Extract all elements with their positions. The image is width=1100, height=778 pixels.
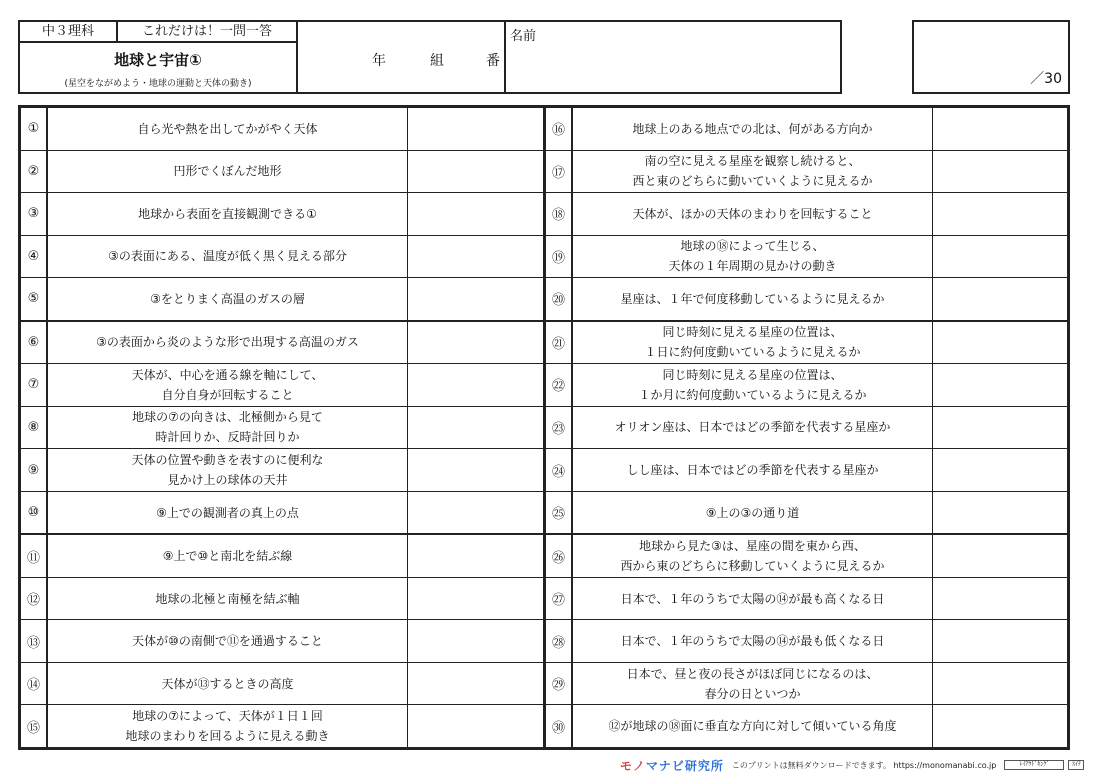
question-number: ⑦ [21, 364, 48, 406]
answer-cell[interactable] [408, 278, 543, 320]
answer-cell[interactable] [933, 620, 1067, 662]
title-block [18, 20, 298, 94]
question-text: 地球の⑦の向きは、北極側から見て 時計回りか、反時計回りか [48, 407, 408, 449]
answer-cell[interactable] [933, 492, 1067, 534]
question-row [21, 578, 543, 621]
question-row [21, 151, 543, 194]
question-column-left [21, 108, 546, 747]
question-text: ③をとりまく高温のガスの層 [48, 278, 408, 320]
question-text: 天体が、ほかの天体のまわりを回転すること [573, 193, 933, 235]
answer-cell[interactable] [408, 322, 543, 364]
number-label: 番 [486, 53, 500, 69]
question-row [546, 193, 1067, 236]
footer [620, 756, 1090, 774]
question-row [21, 236, 543, 279]
question-number: ㉔ [546, 449, 573, 491]
question-row [21, 407, 543, 450]
question-number: ⑧ [21, 407, 48, 449]
question-number: ⑭ [21, 663, 48, 705]
question-row [546, 535, 1067, 578]
question-row [546, 492, 1067, 536]
answer-cell[interactable] [408, 663, 543, 705]
question-text: 地球の⑱によって生じる、 天体の１年周期の見かけの動き [573, 236, 933, 278]
question-number: ⑲ [546, 236, 573, 278]
question-text: 日本で、１年のうちで太陽の⑭が最も低くなる日 [573, 620, 933, 662]
question-row [21, 193, 543, 236]
answer-cell[interactable] [933, 663, 1067, 705]
answer-cell[interactable] [408, 578, 543, 620]
class-label: 組 [430, 53, 444, 69]
answer-cell[interactable] [408, 151, 543, 193]
question-row [21, 449, 543, 492]
answer-cell[interactable] [408, 407, 543, 449]
question-text: 天体が、中心を通る線を軸にして、 自分自身が回転すること [48, 364, 408, 406]
question-number: ㉕ [546, 492, 573, 534]
question-text: オリオン座は、日本ではどの季節を代表する星座か [573, 407, 933, 449]
score-total: ／30 [1030, 71, 1062, 87]
question-number: ⑨ [21, 449, 48, 491]
question-number: ⑳ [546, 278, 573, 320]
question-number: ㉗ [546, 578, 573, 620]
question-text: 日本で、昼と夜の長さがほぼ同じになるのは、 春分の日といつか [573, 663, 933, 705]
question-column-right [546, 108, 1067, 747]
question-row [21, 278, 543, 322]
answer-cell[interactable] [408, 108, 543, 150]
answer-cell[interactable] [933, 449, 1067, 491]
question-text: 天体の位置や動きを表すのに便利な 見かけ上の球体の天井 [48, 449, 408, 491]
question-number: ㉒ [546, 364, 573, 406]
question-text: 地球から見た③は、星座の間を東から西、 西から東のどちらに移動していくように見えるか [573, 535, 933, 577]
question-text: 地球上のある地点での北は、何がある方向か [573, 108, 933, 150]
question-number: ⑤ [21, 278, 48, 320]
class-info-block [298, 20, 506, 94]
answer-cell[interactable] [933, 705, 1067, 747]
question-text: ⑨上の③の通り道 [573, 492, 933, 534]
question-number: ㉚ [546, 705, 573, 747]
question-number: ⑯ [546, 108, 573, 150]
question-row [546, 364, 1067, 407]
answer-cell[interactable] [408, 364, 543, 406]
question-text: ⑫が地球の⑱面に垂直な方向に対して傾いている角度 [573, 705, 933, 747]
score-box[interactable] [912, 20, 1070, 94]
question-row [546, 278, 1067, 322]
answer-cell[interactable] [408, 705, 543, 747]
question-number: ㉙ [546, 663, 573, 705]
question-text: 円形でくぼんだ地形 [48, 151, 408, 193]
question-text: しし座は、日本ではどの季節を代表する星座か [573, 449, 933, 491]
question-table [18, 105, 1070, 750]
question-row [21, 364, 543, 407]
answer-cell[interactable] [933, 322, 1067, 364]
question-row [21, 535, 543, 578]
footer-note: このプリントは無料ダウンロードできます。 https://monomanabi.co.jp [731, 760, 997, 770]
answer-cell[interactable] [933, 535, 1067, 577]
answer-cell[interactable] [933, 278, 1067, 320]
series-label: これだけは！一問一答 [141, 24, 272, 39]
question-row [546, 407, 1067, 450]
question-text: 日本で、１年のうちで太陽の⑭が最も高くなる日 [573, 578, 933, 620]
question-row [21, 705, 543, 747]
question-number: ⑩ [21, 492, 48, 534]
question-text: 同じ時刻に見える星座の位置は、 １か月に約何度動いているように見えるか [573, 364, 933, 406]
question-text: 地球の北極と南極を結ぶ軸 [48, 578, 408, 620]
question-row [21, 492, 543, 536]
answer-cell[interactable] [408, 535, 543, 577]
answer-cell[interactable] [408, 236, 543, 278]
question-row [546, 236, 1067, 279]
name-field[interactable] [504, 20, 842, 94]
footer-badge-small: ｽｲﾃ [1068, 760, 1084, 770]
question-row [546, 151, 1067, 194]
question-text: 天体が⑬するときの高度 [48, 663, 408, 705]
question-text: 地球から表面を直接観測できる① [48, 193, 408, 235]
question-row [546, 108, 1067, 151]
grade-subject: 中３理科 [20, 22, 118, 41]
question-number: ㉖ [546, 535, 573, 577]
name-label: 名前 [510, 29, 537, 44]
question-number: ① [21, 108, 48, 150]
question-text: 星座は、１年で何度移動しているように見えるか [573, 278, 933, 320]
answer-cell[interactable] [933, 578, 1067, 620]
question-number: ③ [21, 193, 48, 235]
question-number: ④ [21, 236, 48, 278]
answer-cell[interactable] [933, 364, 1067, 406]
question-number: ⑪ [21, 535, 48, 577]
question-number: ⑮ [21, 705, 48, 747]
answer-cell[interactable] [933, 236, 1067, 278]
question-number: ⑱ [546, 193, 573, 235]
answer-cell[interactable] [408, 193, 543, 235]
question-number: ② [21, 151, 48, 193]
answer-cell[interactable] [933, 151, 1067, 193]
question-text: ⑨上で⑩と南北を結ぶ線 [48, 535, 408, 577]
question-row [546, 322, 1067, 365]
question-row [21, 108, 543, 151]
answer-cell[interactable] [933, 407, 1067, 449]
question-text: 自ら光や熱を出してかがやく天体 [48, 108, 408, 150]
answer-cell[interactable] [408, 492, 543, 534]
page-subtitle: (星空をながめよう・地球の運動と天体の動き) [64, 79, 252, 89]
question-text: 南の空に見える星座を観察し続けると、 西と東のどちらに動いていくように見えるか [573, 151, 933, 193]
question-row [21, 620, 543, 663]
question-text: ③の表面から炎のような形で出現する高温のガス [48, 322, 408, 364]
answer-cell[interactable] [933, 193, 1067, 235]
question-row [546, 705, 1067, 747]
question-number: ㉓ [546, 407, 573, 449]
question-text: 同じ時刻に見える星座の位置は、 １日に約何度動いているように見えるか [573, 322, 933, 364]
question-row [546, 449, 1067, 492]
question-text: ③の表面にある、温度が低く黒く見える部分 [48, 236, 408, 278]
question-text: ⑨上での観測者の真上の点 [48, 492, 408, 534]
answer-cell[interactable] [408, 449, 543, 491]
question-text: 天体が⑩の南側で⑪を通過すること [48, 620, 408, 662]
answer-cell[interactable] [408, 620, 543, 662]
page-title: 地球と宇宙① [114, 51, 202, 69]
publisher-logo: モノマナビ研究所 [620, 758, 724, 773]
question-number: ⑥ [21, 322, 48, 364]
answer-cell[interactable] [933, 108, 1067, 150]
year-label: 年 [372, 53, 386, 69]
question-number: ㉑ [546, 322, 573, 364]
question-row [546, 578, 1067, 621]
question-number: ⑰ [546, 151, 573, 193]
question-row [21, 663, 543, 706]
question-row [546, 620, 1067, 663]
question-row [21, 322, 543, 365]
question-row [546, 663, 1067, 706]
footer-badge: ﾚｲｱｳﾄﾞｷﾝｸﾞ [1004, 760, 1064, 770]
question-number: ⑬ [21, 620, 48, 662]
question-number: ㉘ [546, 620, 573, 662]
question-text: 地球の⑦によって、天体が１日１回 地球のまわりを回るように見える動き [48, 705, 408, 747]
question-number: ⑫ [21, 578, 48, 620]
